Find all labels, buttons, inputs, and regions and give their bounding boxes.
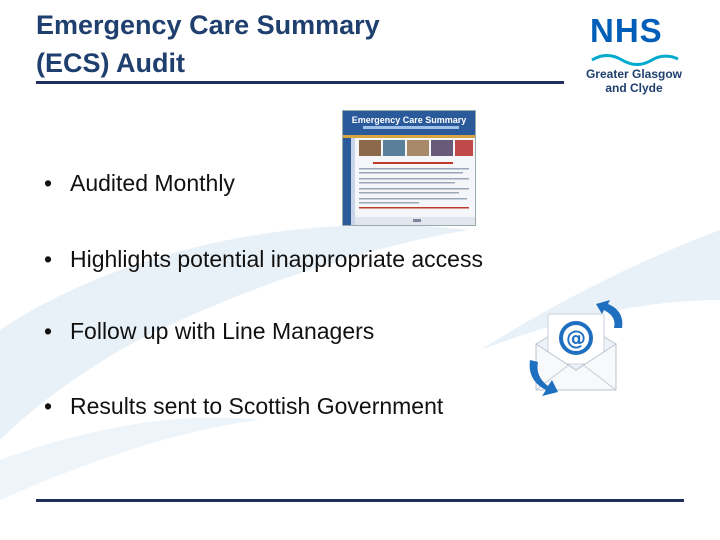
bullet-text: Audited Monthly	[70, 170, 235, 196]
svg-text:@: @	[566, 326, 586, 350]
footer-rule	[36, 499, 684, 502]
bullet-item	[44, 246, 483, 273]
slide-title-line-1: Emergency Care Summary	[36, 10, 380, 40]
bullet-text: Highlights potential inappropriate access	[70, 246, 483, 272]
email-envelope-icon	[524, 300, 628, 398]
nhs-logo-text: NHS	[590, 12, 663, 49]
nhs-logo	[582, 12, 686, 95]
slide-title	[36, 6, 556, 82]
ecs-website-screenshot	[342, 110, 476, 226]
bullet-dot: •	[44, 393, 53, 419]
title-underline	[36, 81, 564, 84]
website-thumbnail-image	[343, 111, 475, 225]
bullet-dot: •	[44, 318, 53, 344]
nhs-logo-subtitle-line-2: and Clyde	[605, 81, 663, 95]
bullet-text: Follow up with Line Managers	[70, 318, 375, 344]
slide-title-line-2: (ECS) Audit	[36, 48, 185, 78]
bullet-item	[44, 318, 374, 345]
bullet-text: Results sent to Scottish Government	[70, 393, 444, 419]
bullet-dot: •	[44, 246, 53, 272]
thumbnail-title: Emergency Care Summary	[351, 115, 467, 125]
bullet-item	[44, 393, 443, 420]
wave-icon	[590, 52, 680, 66]
bullet-item	[44, 170, 235, 197]
bullet-dot: •	[44, 170, 53, 196]
nhs-logo-subtitle-line-1: Greater Glasgow	[585, 67, 683, 81]
nhs-logo-subtitle	[582, 67, 686, 95]
